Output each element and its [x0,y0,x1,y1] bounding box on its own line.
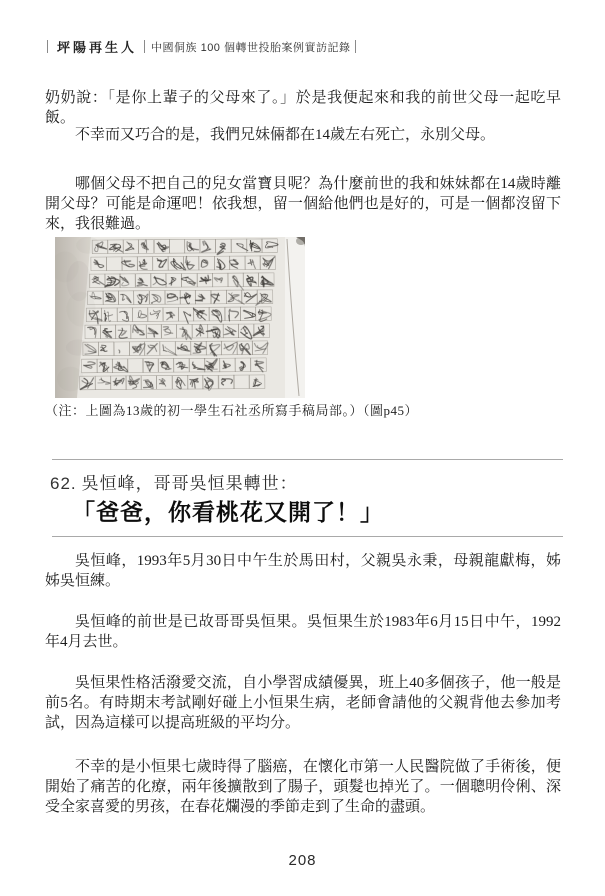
section-divider-bottom [52,536,563,537]
running-header [47,37,356,56]
body-paragraph: 哪個父母不把自己的兒女當寶貝呢？為什麼前世的我和妹妹都在14歲時離開父母？可能是命運吧！依我想，留一個給他們也是好的，可是一個都沒留下來，我很難過。 [45,176,561,232]
section-number: 62. [50,474,77,493]
body-paragraph: 不幸而又巧合的是，我們兄妹倆都在14歲左右死亡，永別父母。 [75,127,496,143]
manuscript-photo [55,237,305,398]
handwritten-manuscript-image [55,237,305,398]
section-title: 吳恒峰，哥哥吳恒果轉世： [81,474,298,493]
section-subtitle: 「爸爸，你看桃花又開了！」 [72,499,384,525]
body-paragraph: 不幸的是小恒果七歲時得了腦癌，在懷化市第一人民醫院做了手術後，便開始了痛苦的化療，兩年後擴散到了腸子，頭髮也掉光了。一個聰明伶俐、深受全家喜愛的男孩，在春花爛漫的季節走到了生命的盡頭。 [45,759,561,815]
series-title: 坪陽再生人 [57,40,138,55]
book-subtitle: 中國侗族 100 個轉世投胎案例實訪記錄 [151,41,351,54]
body-paragraph: 吳恒果性格活潑愛交流，自小學習成績優異，班上40多個孩子，他一般是前5名。有時期末考試剛好碰上小恒果生病，老師會請他的父親背他去參加考試，因為這樣可以提高班級的平均分。 [45,675,561,731]
vertical-bar-icon [355,40,356,53]
section-divider-top [52,459,563,460]
section-heading [50,469,298,494]
vertical-bar-icon [47,40,48,53]
figure-caption: （注：上圖為13歲的初一學生石社丞所寫手稿局部。）（圖p45） [45,403,419,418]
body-paragraph: 吳恒峰的前世是已故哥哥吳恒果。吳恒果生於1983年6月15日中午，1992年4月去世。 [45,614,561,650]
vertical-bar-icon [144,40,145,53]
body-paragraph: 奶奶說：「是你上輩子的父母來了。」於是我便起來和我的前世父母一起吃早飯。 [45,90,561,126]
body-paragraph: 吳恒峰，1993年5月30日中午生於馬田村，父親吳永秉，母親龍獻梅，姊姊吳恒練。 [45,553,561,589]
page-number: 208 [288,852,317,869]
